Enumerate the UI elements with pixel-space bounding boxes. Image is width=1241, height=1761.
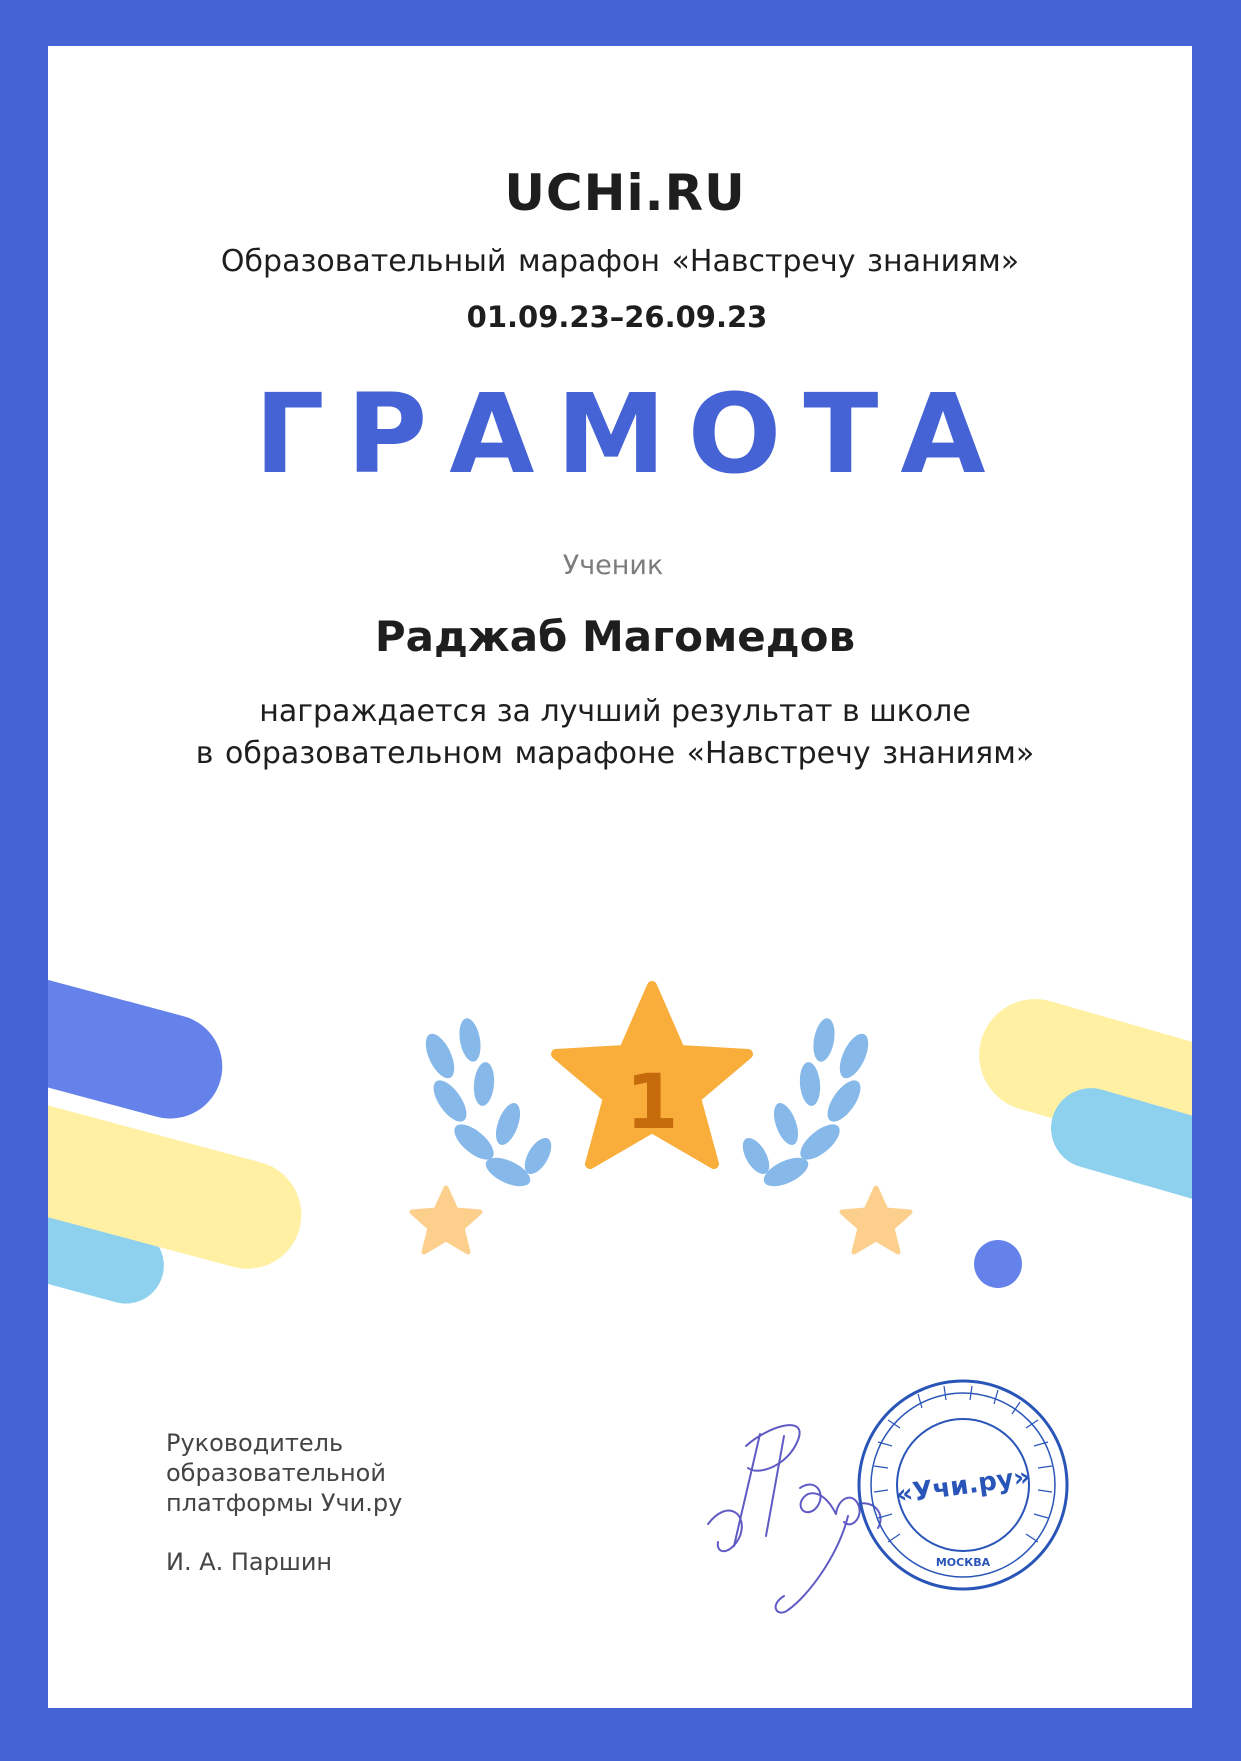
left-laurel-icon <box>420 1017 557 1193</box>
signer-name: И. А. Паршин <box>166 1548 333 1576</box>
uchi-logo: UCHi.RU <box>504 164 746 222</box>
signer-title: Руководитель образовательной платформы Учи.ру <box>166 1429 403 1517</box>
award-badge <box>398 976 918 1276</box>
award-text-line-1: награждается за лучший результат в школе <box>259 694 971 729</box>
event-line: Образовательный марафон «Навстречу знаниям» <box>220 244 1020 279</box>
award-text-line-2: в образовательном марафоне «Навстречу знаниям» <box>195 736 1035 771</box>
left-blue-stripe <box>48 916 234 1130</box>
svg-text:МОСКВА: МОСКВА <box>935 1556 991 1569</box>
right-blue-dot <box>974 1240 1022 1288</box>
svg-text:«Учи.ру»: «Учи.ру» <box>894 1461 1033 1511</box>
event-dates: 01.09.23–26.09.23 <box>466 300 768 334</box>
company-stamp-icon <box>848 1370 1078 1600</box>
right-laurel-icon <box>737 1017 874 1193</box>
small-star-right-icon <box>842 1188 910 1252</box>
recipient-role: Ученик <box>562 550 664 581</box>
place-number: 1 <box>625 1057 679 1146</box>
certificate-sheet <box>48 46 1192 1708</box>
small-star-left-icon <box>412 1188 480 1252</box>
recipient-name: Раджаб Магомедов <box>374 612 856 661</box>
certificate-title: ГРАМОТА <box>254 370 1008 498</box>
